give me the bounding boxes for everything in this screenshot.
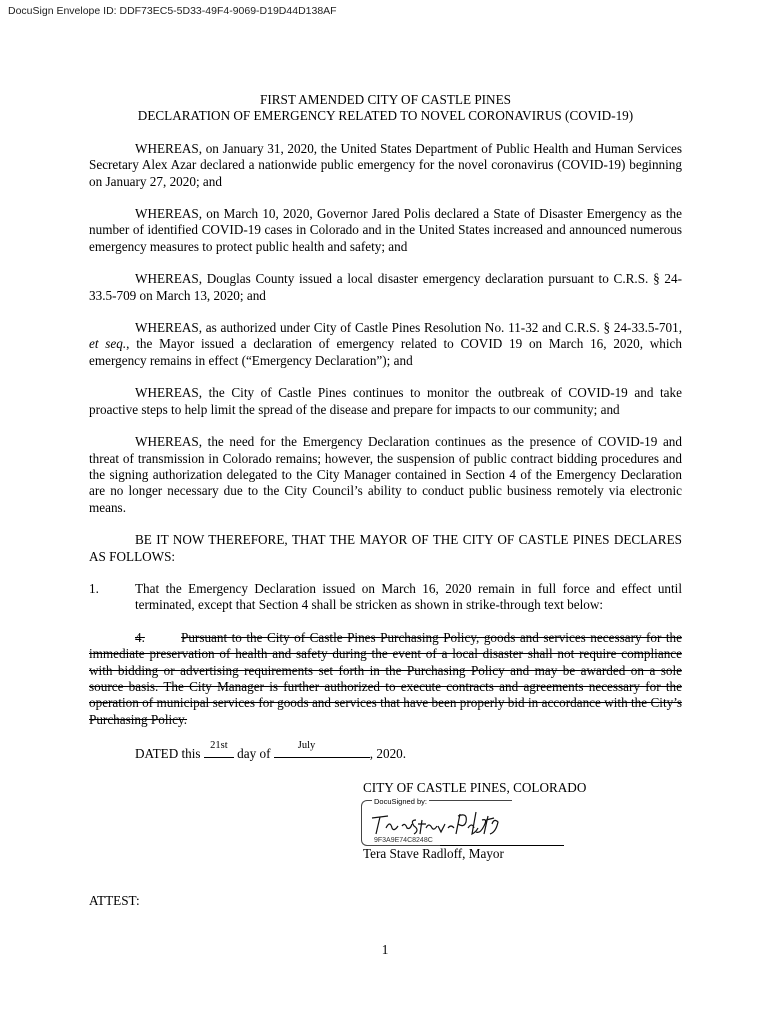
month-blank <box>274 740 370 758</box>
whereas-paragraph <box>89 320 682 369</box>
title-line-1: FIRST AMENDED CITY OF CASTLE PINES <box>260 92 511 107</box>
resolve-paragraph: BE IT NOW THEREFORE, THAT THE MAYOR OF THE CITY OF CASTLE PINES DECLARES AS FOLLOWS: <box>89 532 682 564</box>
dated-middle: day of <box>237 746 271 762</box>
document-body <box>89 92 682 763</box>
title-line-2: DECLARATION OF EMERGENCY RELATED TO NOVEL CORONAVIRUS (COVID-19) <box>137 108 634 124</box>
whereas-paragraph: WHEREAS, Douglas County issued a local disaster emergency declaration pursuant to C.R.S. § 24-33.5-709 on March 13, 2020; and <box>89 271 682 303</box>
day-value: 21st <box>210 740 228 752</box>
stricken-section-text: Pursuant to the City of Castle Pines Purchasing Policy, goods and services necessary for the immediate preservation of health and safety during the event of a local disaster shall not require compliance with bidding or advertising requirements set forth in the Purchasing Policy and may be awarded on a sole source basis. The City Manager is further authorized to execute contracts and agreements necessary for the operation of municipal services for goods and services that have been properly bid in accordance with the City’s Purchasing Policy. <box>89 629 682 727</box>
handwritten-signature <box>368 806 508 840</box>
dated-line <box>89 740 682 762</box>
whereas-text: , the Mayor issued a declaration of emergency related to COVID 19 on March 16, 2020, which emergency remains in effect (“Emergency Declaration”); and <box>89 336 682 368</box>
whereas-paragraph: WHEREAS, on January 31, 2020, the United States Department of Public Health and Human Services Secretary Alex Azar declared a nationwide public emergency for the novel coronavirus (COVID-19) beginning on January 27, 2020; and <box>89 140 682 189</box>
item-number: 1. <box>89 580 99 596</box>
stricken-section-number: 4. <box>135 629 145 645</box>
day-blank <box>204 740 234 758</box>
et-seq-italic: et seq. <box>89 336 127 352</box>
dated-suffix: , 2020. <box>369 746 407 762</box>
page-number: 1 <box>381 942 389 957</box>
stricken-section-4 <box>89 630 682 728</box>
month-value: July <box>297 740 316 752</box>
whereas-paragraph: WHEREAS, the City of Castle Pines continues to monitor the outbreak of COVID-19 and take proactive steps to help limit the spread of the disease and prepare for impacts to our community; and <box>89 385 682 417</box>
dated-prefix: DATED this <box>135 746 201 762</box>
whereas-paragraph: WHEREAS, the need for the Emergency Declaration continues as the presence of COVID-19 and threat of transmission in Colorado remains; however, the suspension of public contract bidding procedures and the signing authorization delegated to the City Manager contained in Section 4 of the Emergency Declaration are no longer necessary due to the City Council’s ability to conduct public business remotely via electronic means. <box>89 434 682 515</box>
whereas-text: WHEREAS, as authorized under City of Castle Pines Resolution No. 11-32 and C.R.S. § 24-33.5-701, <box>135 320 682 336</box>
docusign-code: 9F3A9E74C8248C <box>374 837 433 844</box>
docusigned-by-label: DocuSigned by: <box>374 797 427 806</box>
signer-name-title: Tera Stave Radloff, Mayor <box>363 846 504 861</box>
whereas-paragraph: WHEREAS, on March 10, 2020, Governor Jared Polis declared a State of Disaster Emergency as the number of identified COVID-19 cases in Colorado and in the United States increased and announced numerous emergency measures to protect public health and safety; and <box>89 206 682 254</box>
docusign-envelope-id: DocuSign Envelope ID: DDF73EC5-5D33-49F4-9069-D19D44D138AF <box>8 5 337 17</box>
numbered-item <box>89 581 682 614</box>
attest-label: ATTEST: <box>89 893 140 908</box>
item-text: That the Emergency Declaration issued on March 16, 2020 remain in full force and effect until terminated, except that Section 4 shall be stricken as shown in strike-through text below: <box>135 580 682 613</box>
document-title <box>89 92 682 125</box>
signature-entity: CITY OF CASTLE PINES, COLORADO <box>363 780 587 795</box>
